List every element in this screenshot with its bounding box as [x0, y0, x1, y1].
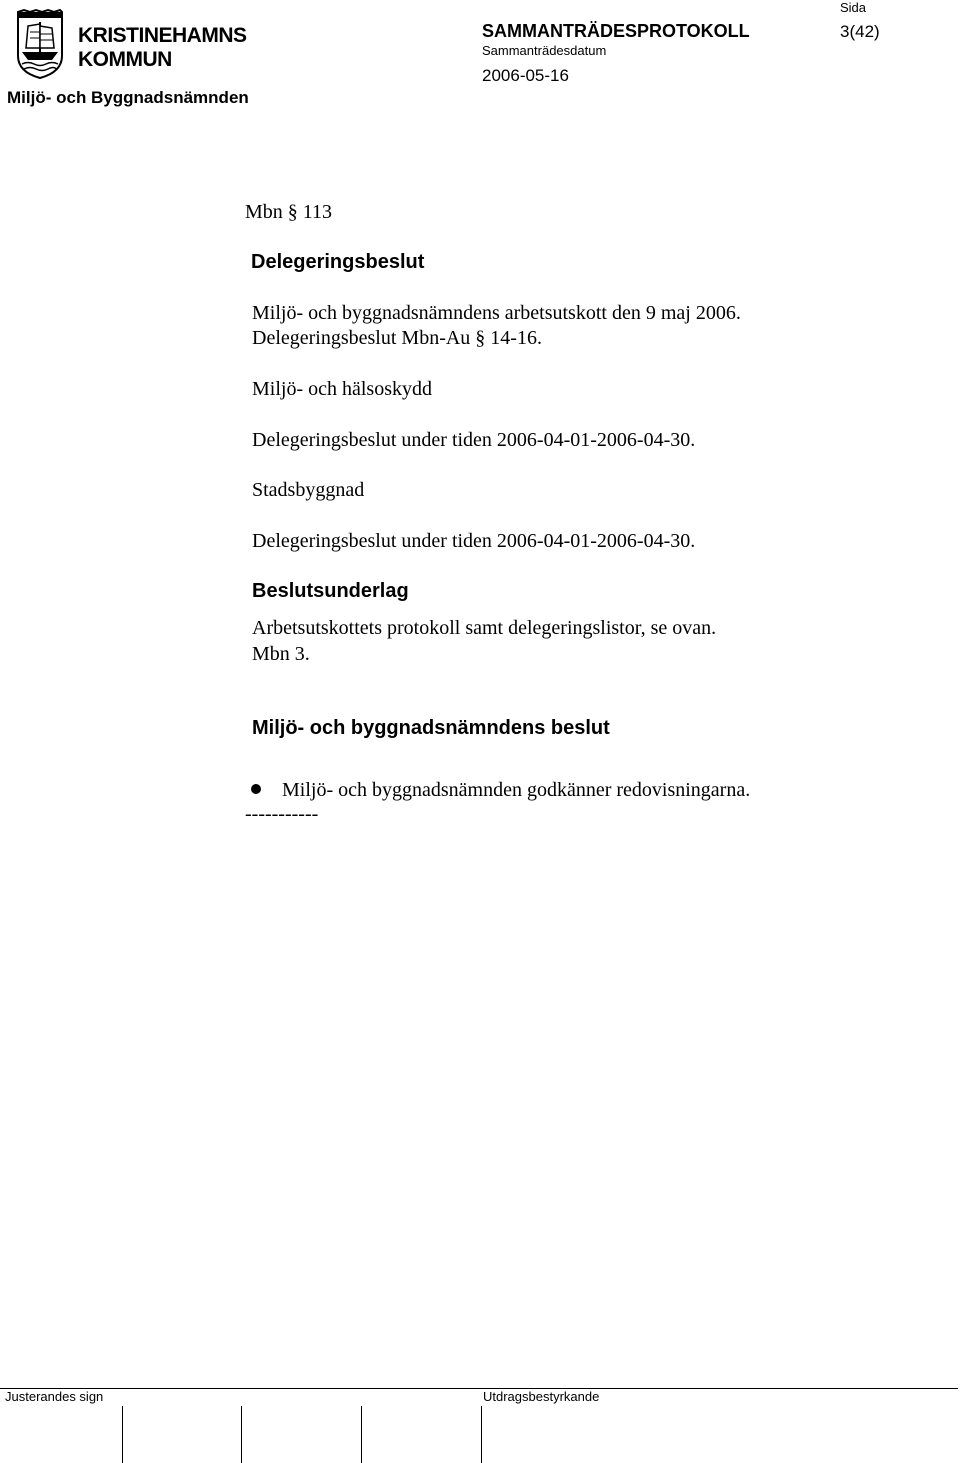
decision-heading: Miljö- och byggnadsnämndens beslut [252, 717, 610, 739]
basis-line-1: Arbetsutskottets protokoll samt delegeringslistor, se ovan. [252, 617, 717, 639]
main-heading: Delegeringsbeslut [251, 251, 425, 273]
decision-item: Miljö- och byggnadsnämnden godkänner redovisningarna. [282, 779, 751, 801]
footer-divider [0, 1388, 958, 1389]
paragraph-environment-health: Delegeringsbeslut under tiden 2006-04-01-2006-04-30. [252, 429, 696, 451]
brand-name-line-2: KOMMUN [78, 48, 172, 71]
signature-box-divider [122, 1406, 123, 1463]
basis-heading: Beslutsunderlag [252, 580, 409, 602]
subheading-environment-health: Miljö- och hälsoskydd [252, 378, 432, 400]
municipality-crest-logo [14, 8, 66, 80]
intro-line-2: Delegeringsbeslut Mbn-Au § 14-16. [252, 327, 542, 349]
organization-name: Miljö- och Byggnadsnämnden [7, 88, 249, 107]
signature-label: Justerandes sign [5, 1389, 104, 1404]
meeting-date-value: 2006-05-16 [482, 66, 569, 85]
signature-box-divider [481, 1406, 482, 1463]
paragraph-urban-planning: Delegeringsbeslut under tiden 2006-04-01-2006-04-30. [252, 530, 696, 552]
intro-line-1: Miljö- och byggnadsnämndens arbetsutskott den 9 maj 2006. [252, 302, 741, 324]
document-title: SAMMANTRÄDESPROTOKOLL [482, 21, 750, 41]
page-label: Sida [840, 0, 867, 15]
brand-name-line-1: KRISTINEHAMNS [78, 24, 247, 47]
section-reference: Mbn § 113 [245, 201, 333, 223]
extract-certification-label: Utdragsbestyrkande [483, 1389, 600, 1404]
bullet-icon [251, 784, 261, 794]
signature-box-divider [241, 1406, 242, 1463]
subheading-urban-planning: Stadsbyggnad [252, 479, 365, 501]
meeting-date-label: Sammanträdesdatum [482, 43, 607, 58]
basis-line-2: Mbn 3. [252, 643, 310, 665]
page-number: 3(42) [840, 22, 880, 41]
end-marker: ----------- [245, 803, 319, 825]
signature-box-divider [361, 1406, 362, 1463]
